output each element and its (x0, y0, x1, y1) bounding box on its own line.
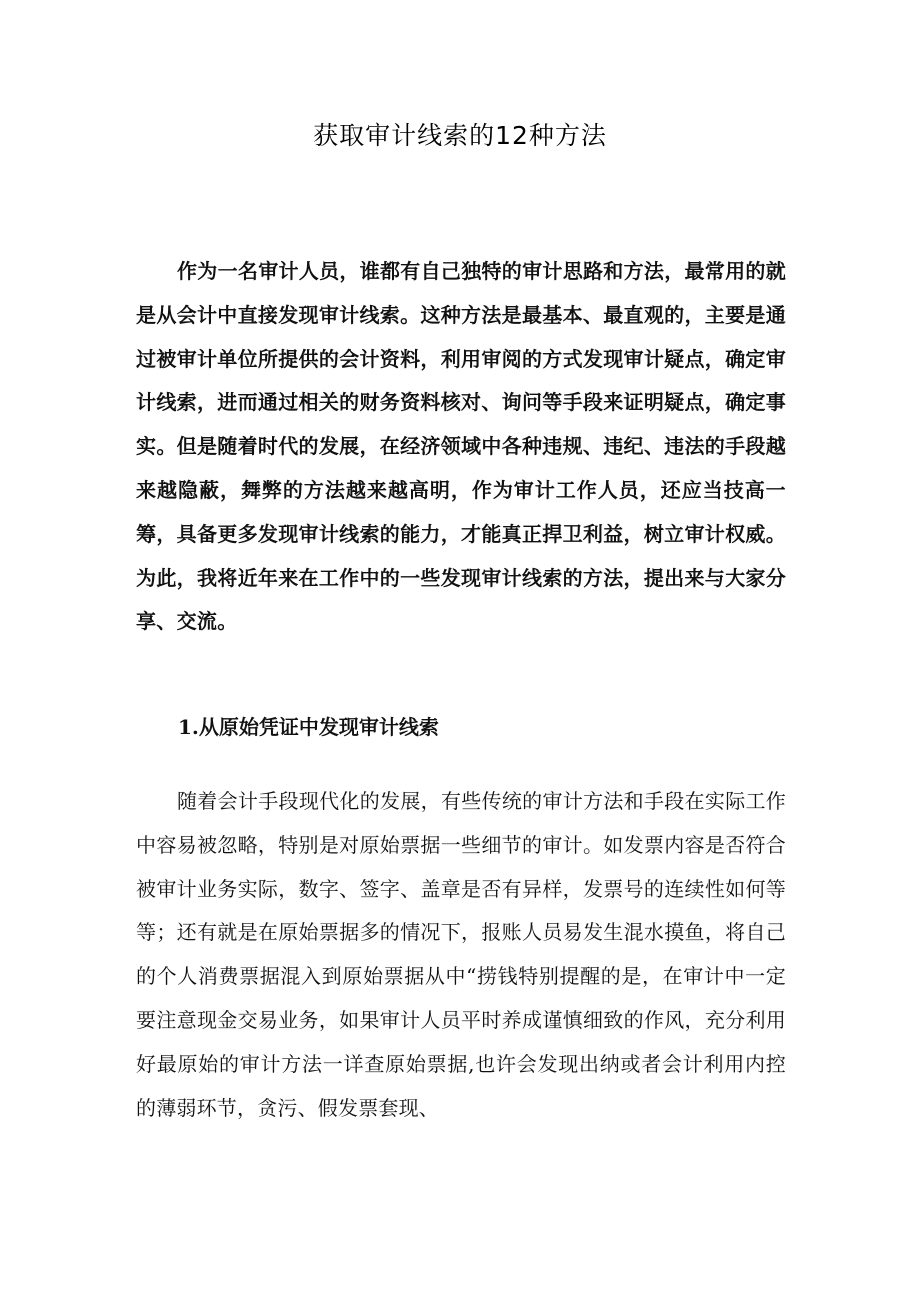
document-title: 获取审计线索的12种方法 (313, 121, 607, 150)
section-1-heading: 1.从原始凭证中发现审计线索 (178, 715, 439, 739)
section-1-paragraph: 随着会计手段现代化的发展，有些传统的审计方法和手段在实际工作中容易被忽略，特别是对原始票据一些细节的审计。如发票内容是否符合被审计业务实际，数字、签字、盖章是否有异样，发票号的连续性如何等等；还有就是在原始票据多的情况下，报账人员易发生混水摸鱼，将自己的个人消费票据混入到原始票据从中“捞钱特别提醒的是，在审计中一定要注意现金交易业务，如果审计人员平时养成谨慎细致的作风，充分利用好最原始的审计方法一详查原始票据,也许会发现出纳或者会计利用内控的薄弱环节，贪污、假发票套现、 (136, 789, 786, 1120)
intro-paragraph: 作为一名审计人员，谁都有自己独特的审计思路和方法，最常用的就是从会计中直接发现审计线索。这种方法是最基本、最直观的，主要是通过被审计单位所提供的会计资料，利用审阅的方式发现审计疑点，确定审计线索，进而通过相关的财务资料核对、询问等手段来证明疑点，确定事实。但是随着时代的发展，在经济领域中各种违规、违纪、违法的手段越来越隐蔽，舞弊的方法越来越高明，作为审计工作人员，还应当技高一筹，具备更多发现审计线索的能力，才能真正捍卫利益，树立审计权威。为此，我将近年来在工作中的一些发现审计线索的方法，提出来与大家分享、交流。 (136, 259, 786, 634)
